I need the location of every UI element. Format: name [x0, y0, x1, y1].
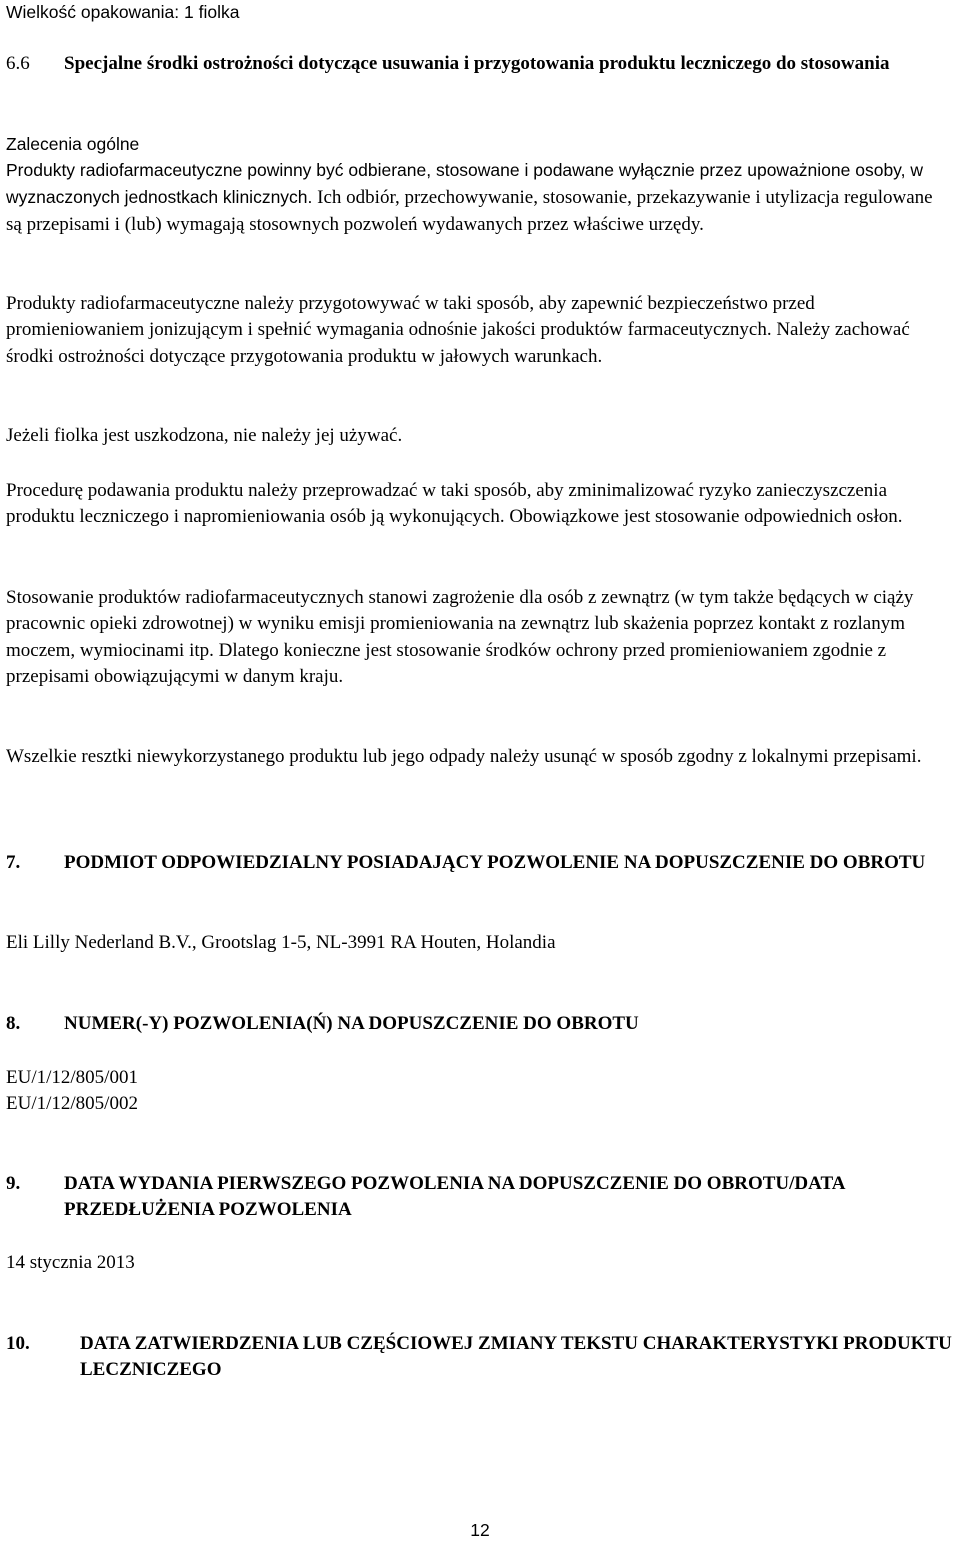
- section-number: 8.: [6, 1013, 21, 1034]
- authorisation-number: EU/1/12/805/001: [6, 1067, 138, 1088]
- subheading-general: Zalecenia ogólne: [6, 134, 140, 154]
- section-number: 10.: [6, 1333, 30, 1354]
- section-title: PODMIOT ODPOWIEDZIALNY POSIADAJĄCY POZWOLENIE NA DOPUSZCZENIE DO OBROTU: [64, 852, 926, 873]
- section-number: 9.: [6, 1173, 21, 1194]
- section-title: Specjalne środki ostrożności dotyczące usuwania i przygotowania produktu leczniczego do stosowania: [64, 53, 890, 74]
- section-title: NUMER(-Y) POZWOLENIA(Ń) NA DOPUSZCZENIE DO OBROTU: [64, 1013, 639, 1034]
- paragraph-authorized-handling: [6, 157, 952, 238]
- marketing-authorisation-holder: Eli Lilly Nederland B.V., Grootslag 1-5, NL-3991 RA Houten, Holandia: [6, 932, 556, 953]
- paragraph-radiation-risk: Stosowanie produktów radiofarmaceutycznych stanowi zagrożenie dla osób z zewnątrz (w tym także będących w ciąży pracownic opieki zdrowotnej) w wyniku emisji promieniowania na zewnątrz lub skażenia poprzez kontakt z rozlanym moczem, wymiocinami itp. Dlatego konieczne jest stosowanie środków ochrony przed promieniowaniem zgodnie z przepisami obowiązującymi w danym kraju.: [6, 587, 914, 688]
- paragraph-disposal: Wszelkie resztki niewykorzystanego produktu lub jego odpady należy usunąć w sposób zgodny z lokalnymi przepisami.: [6, 746, 922, 767]
- paragraph-preparation: Produkty radiofarmaceutyczne należy przygotowywać w taki sposób, aby zapewnić bezpieczeństwo przed promieniowaniem jonizującym i spełnić wymagania odnośnie jakości produktów farmaceutycznych. Należy zachować środki ostrożności dotyczące przygotowania produktu w jałowych warunkach.: [6, 293, 910, 367]
- section-number: 6.6: [6, 53, 30, 74]
- package-size: Wielkość opakowania: 1 fiolka: [6, 2, 240, 22]
- section-title: DATA WYDANIA PIERWSZEGO POZWOLENIA NA DOPUSZCZENIE DO OBROTU/DATA PRZEDŁUŻENIA POZWOLENIA: [64, 1173, 845, 1221]
- first-authorisation-date: 14 stycznia 2013: [6, 1252, 135, 1273]
- section-number: 7.: [6, 852, 21, 873]
- page-number: 12: [470, 1520, 490, 1540]
- paragraph-administration: Procedurę podawania produktu należy przeprowadzać w taki sposób, aby zminimalizować ryzyko zanieczyszczenia produktu leczniczego i napromieniowania osób ją wykonujących. Obowiązkowe jest stosowanie odpowiednich osłon.: [6, 480, 903, 528]
- authorisation-numbers: [6, 1065, 952, 1118]
- section-title: DATA ZATWIERDZENIA LUB CZĘŚCIOWEJ ZMIANY TEKSTU CHARAKTERYSTYKI PRODUKTU LECZNICZEGO: [80, 1333, 952, 1381]
- paragraph-part-serif: Ich odbiór, przechowywanie, stosowanie, przekazywanie i utylizacja regulowane są przepisami i (lub) wymagają stosownych pozwoleń wydawanych przez właściwe urzędy.: [6, 187, 933, 235]
- paragraph-damaged-vial: Jeżeli fiolka jest uszkodzona, nie należy jej używać.: [6, 425, 403, 446]
- paragraph-part-sans: Produkty radiofarmaceutyczne powinny być odbierane, stosowane i podawane wyłącznie przez upoważnione osoby, w wyznaczonych jednostkach klinicznych.: [6, 160, 923, 208]
- authorisation-number: EU/1/12/805/002: [6, 1093, 138, 1115]
